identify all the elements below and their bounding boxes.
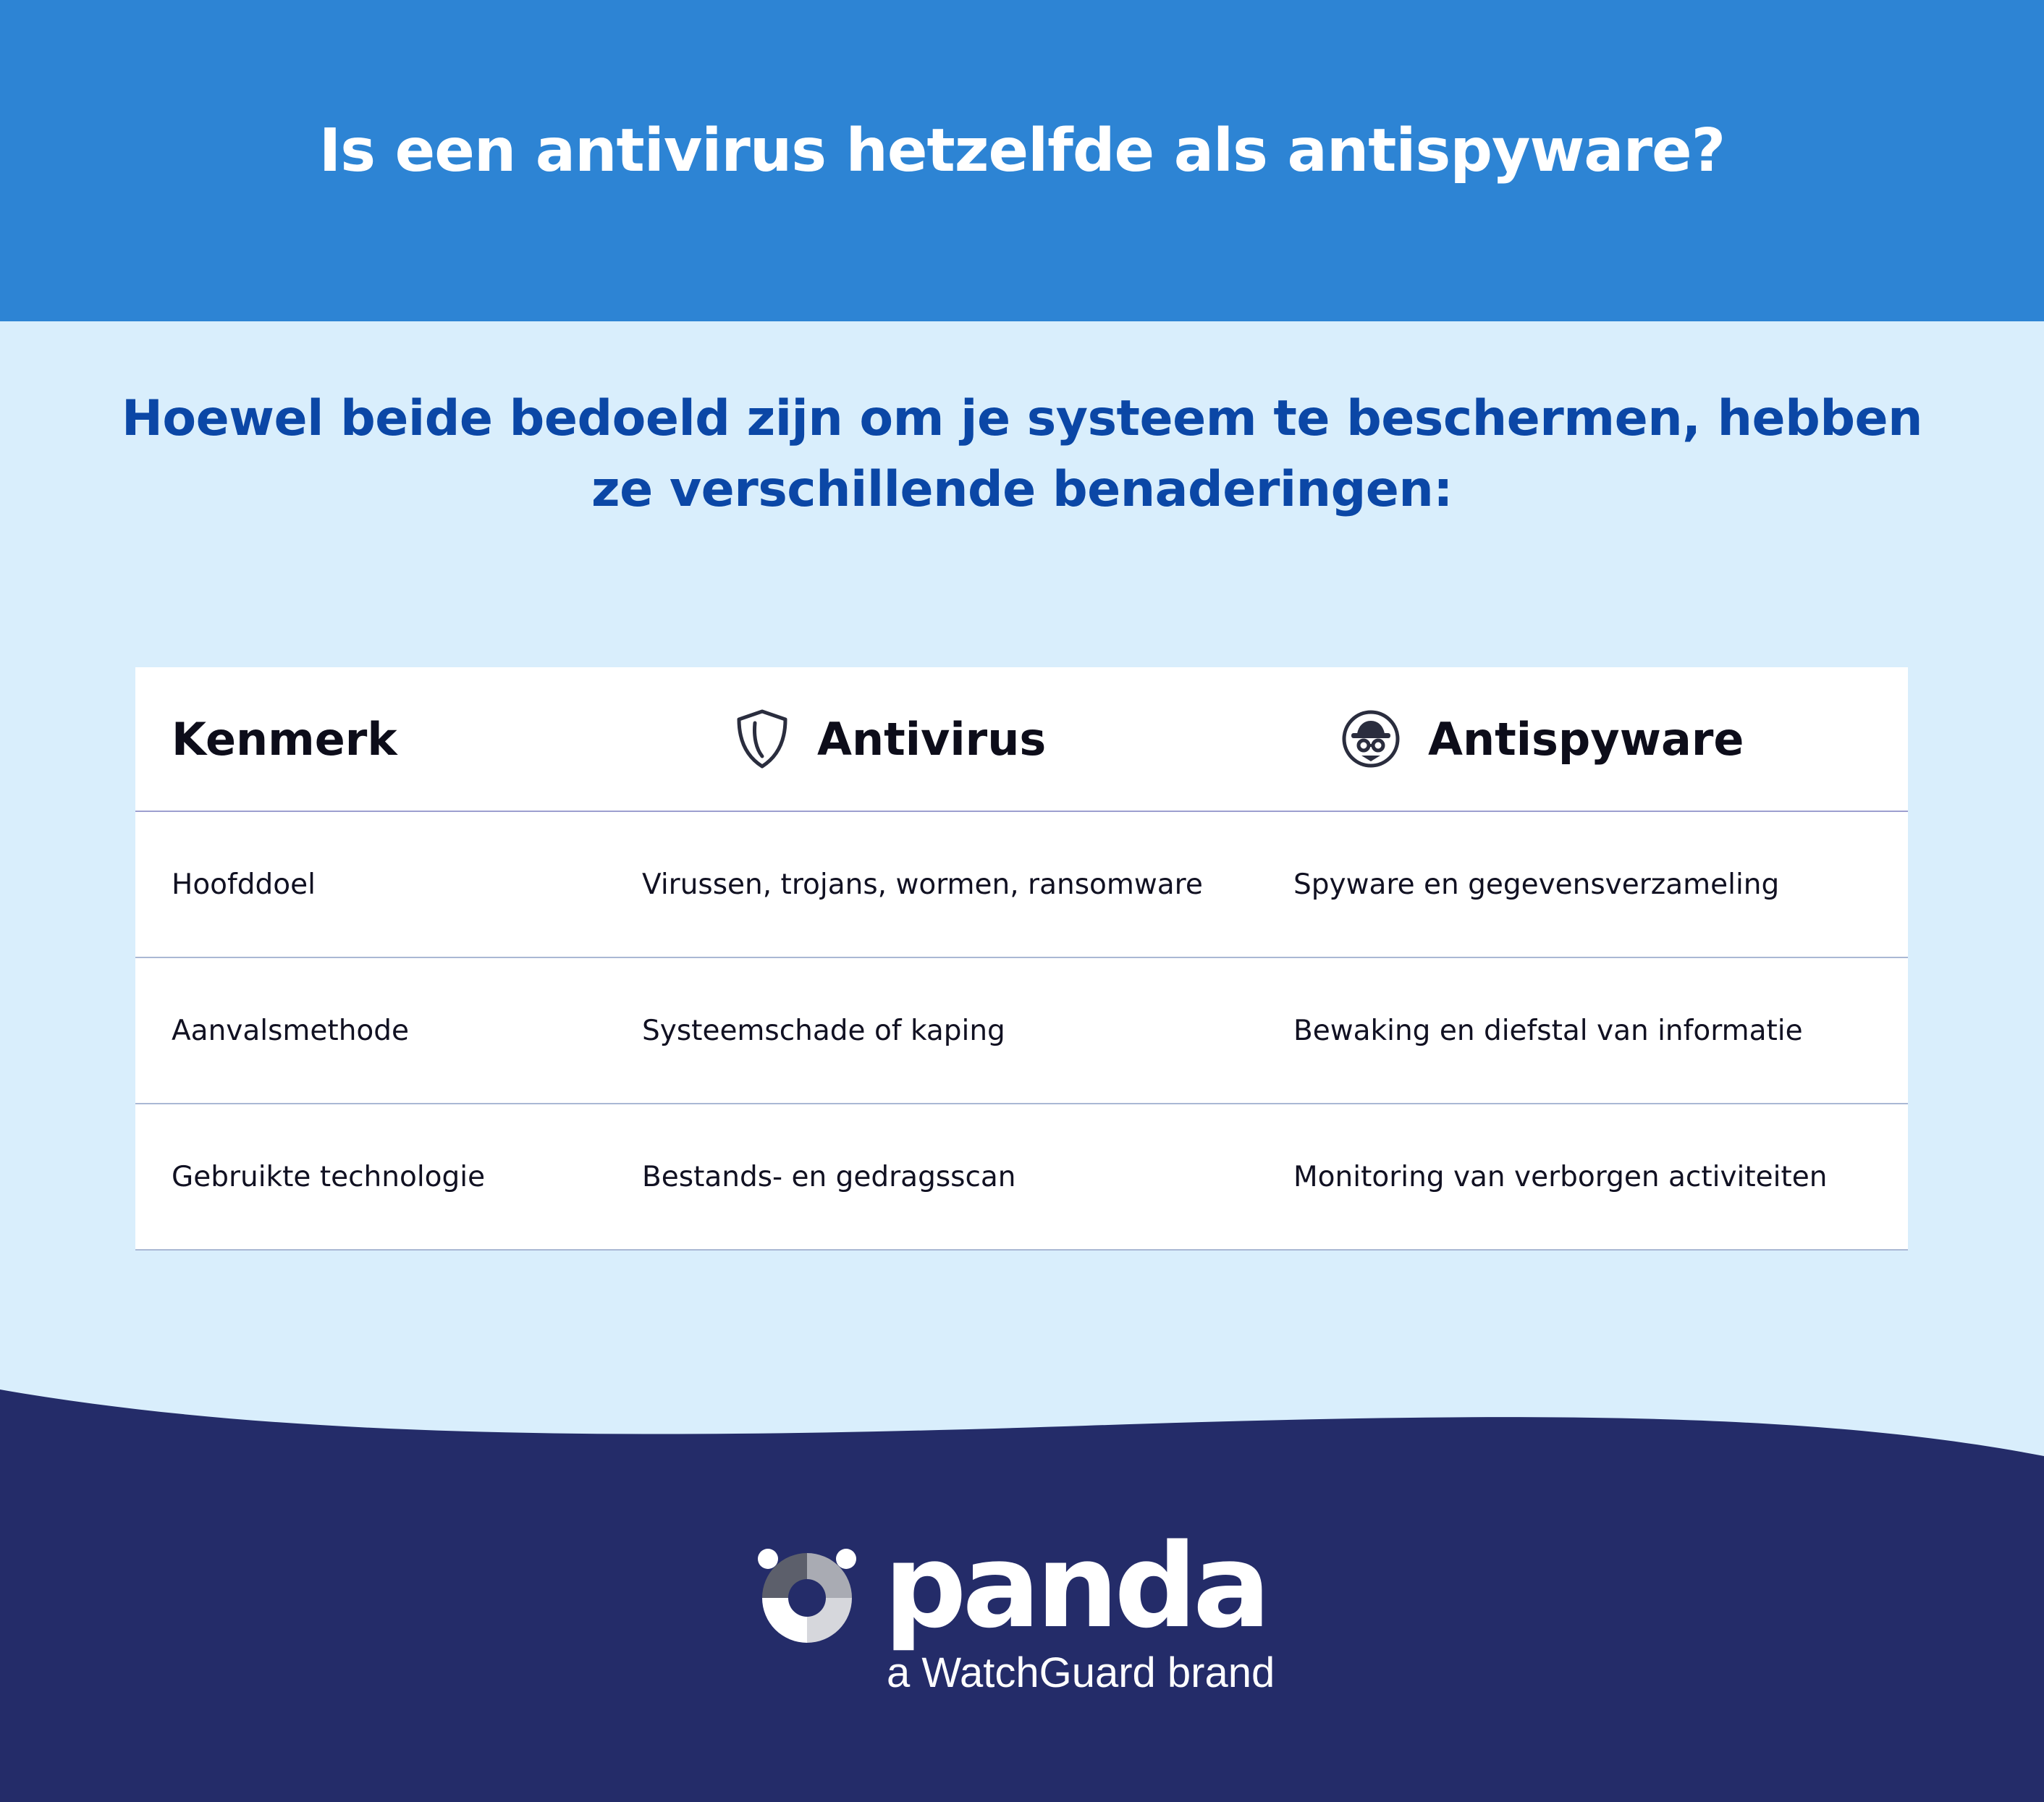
cell-text: Gebruikte technologie [172,1160,486,1193]
subtitle-line-1: Hoewel beide bedoeld zijn om je systeem te beschermen, hebben [121,390,1923,447]
table-row [135,1104,1908,1251]
table-cell [1293,1104,1828,1249]
subtitle-line-2: ze verschillende benaderingen: [591,461,1453,518]
panda-logo-icon [756,1547,858,1649]
table-cell [642,1104,1016,1249]
subtitle [87,384,1957,525]
cell-text: Hoofddoel [172,868,316,901]
brand-wordmark: panda [884,1518,1267,1654]
cell-text: Systeemschade of kaping [642,1014,1005,1047]
shield-icon [735,708,790,769]
page-title: Is een antivirus hetzelfde als antispyware? [318,116,1726,185]
brand-tagline: a WatchGuard brand [887,1649,1275,1696]
column-header-label: Antispyware [1428,712,1744,766]
column-header-kenmerk [172,667,397,811]
column-header-label: Antivirus [817,712,1047,766]
spy-icon [1341,709,1401,769]
table-cell [172,958,409,1103]
column-header-antivirus [735,667,1046,811]
cell-text: Virussen, trojans, wormen, ransomware [642,868,1203,901]
cell-text: Monitoring van verborgen activiteiten [1293,1160,1828,1193]
header-banner [0,0,2044,321]
table-cell [1293,958,1803,1103]
table-cell [642,958,1005,1103]
table-row [135,958,1908,1104]
table-cell [172,1104,485,1249]
column-header-label: Kenmerk [172,712,397,766]
column-header-antispyware [1341,667,1744,811]
cell-text: Bestands- en gedragsscan [642,1160,1016,1193]
cell-text: Bewaking en diefstal van informatie [1293,1014,1803,1047]
table-header-row [135,667,1908,812]
table-cell [642,812,1203,957]
table-cell [172,812,316,957]
table-cell [1293,812,1779,957]
brand-logo [756,1518,1350,1706]
cell-text: Aanvalsmethode [172,1014,410,1047]
cell-text: Spyware en gegevensverzameling [1293,868,1780,901]
comparison-table [135,667,1908,1251]
table-row [135,812,1908,958]
